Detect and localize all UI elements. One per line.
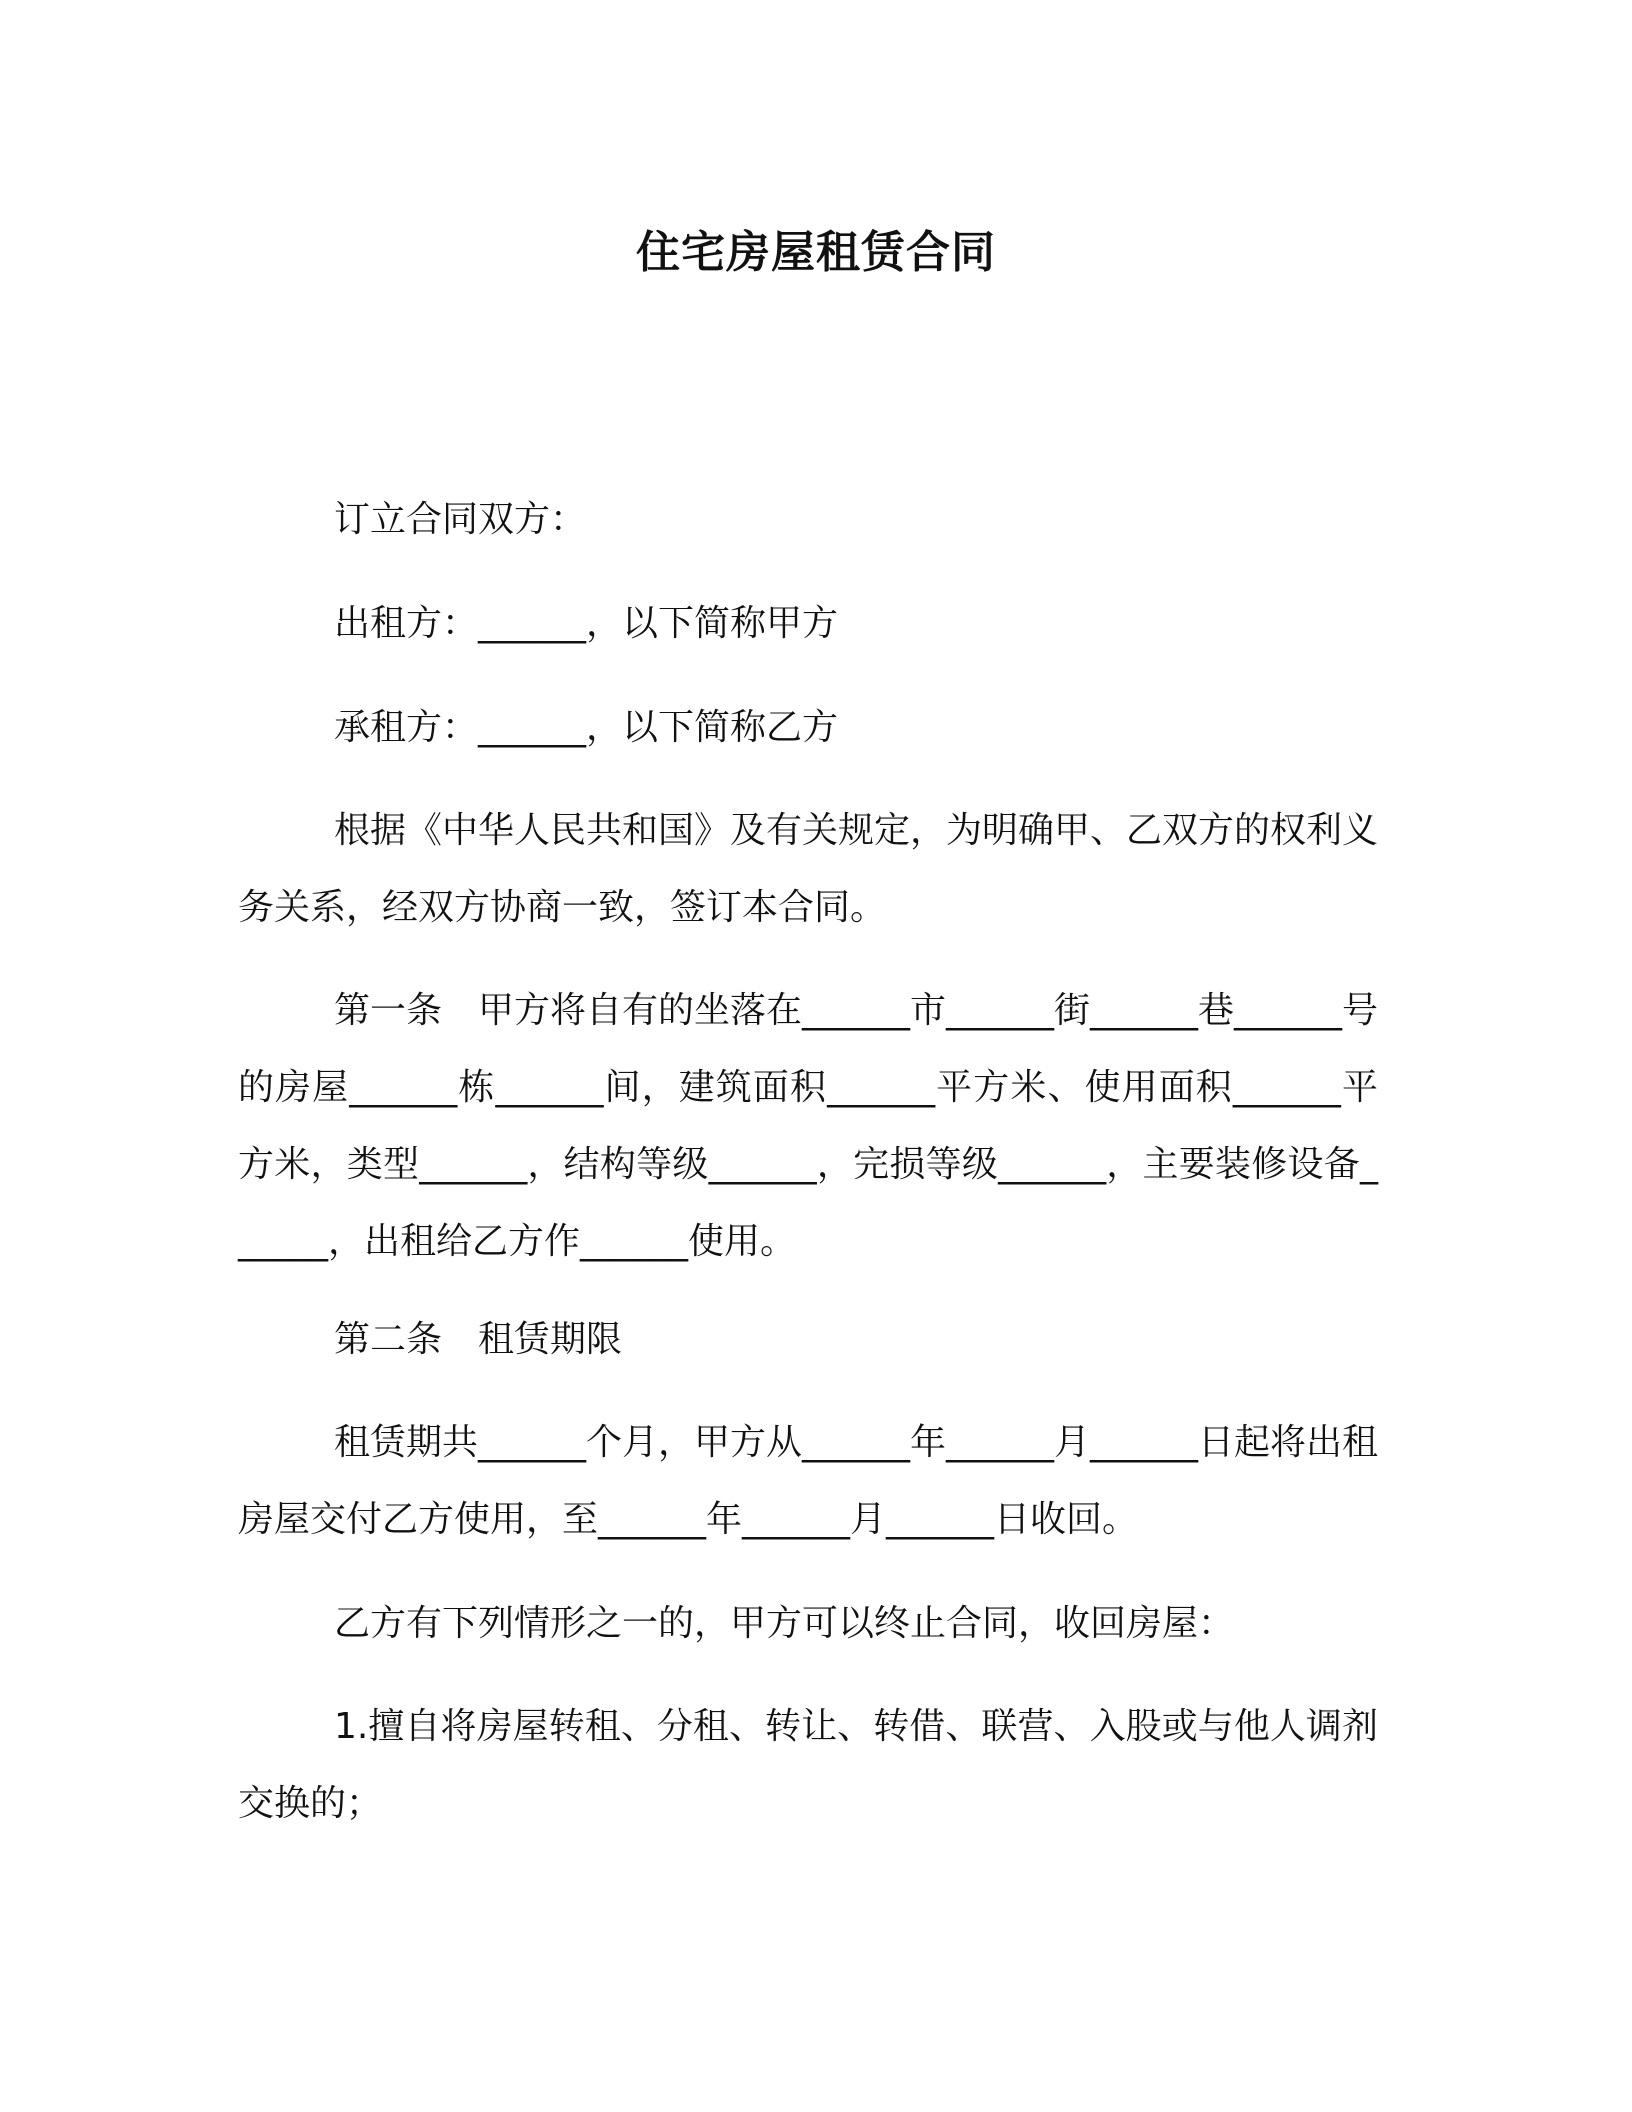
article-two-heading: 第二条 租赁期限 <box>334 1319 623 1360</box>
termination-item-1: 1.擅自将房屋转租、分租、转让、转借、联营、入股或与他人调剂交换的； <box>238 1706 1378 1824</box>
document-title: 住宅房屋租赁合同 <box>636 227 996 278</box>
termination-intro: 乙方有下列情形之一的，甲方可以终止合同，收回房屋： <box>334 1603 1235 1644</box>
parties-heading: 订立合同双方： <box>334 499 587 540</box>
lessee-line: 承租方：______，以下简称乙方 <box>334 707 839 748</box>
preamble-paragraph: 根据《中华人民共和国》及有关规定，为明确甲、乙双方的权利义务关系，经双方协商一致，签订本合同。 <box>238 810 1379 928</box>
article-one-paragraph: 第一条 甲方将自有的坐落在______市______街______巷______号的房屋______栋______间，建筑面积______平方米、使用面积______平方米，类型______，结构等级______，完损等级______，主要装修设备______，出租给乙方作______使用。 <box>238 990 1379 1262</box>
lessor-line: 出租方：______，以下简称甲方 <box>334 603 839 644</box>
lease-term-paragraph: 租赁期共______个月，甲方从______年______月______日起将出租房屋交付乙方使用，至______年______月______日收回。 <box>238 1422 1379 1540</box>
